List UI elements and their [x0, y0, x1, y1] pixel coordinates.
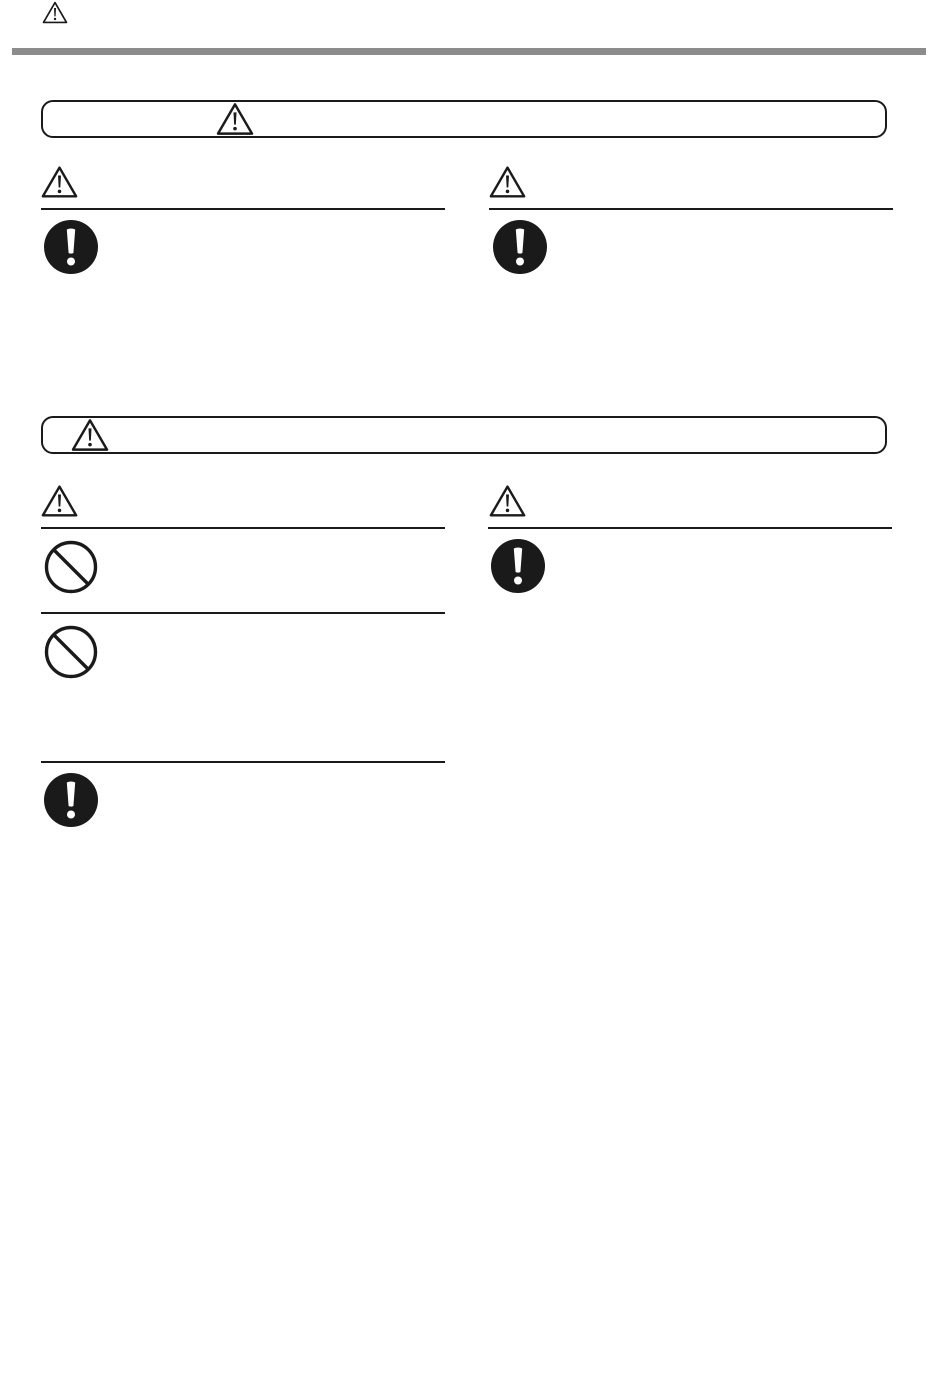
prohibited-icon [43, 624, 99, 680]
warning-triangle-icon [42, 1, 68, 24]
section-banner [41, 100, 887, 138]
mandatory-exclamation-icon [492, 219, 548, 275]
mandatory-exclamation-icon [43, 219, 99, 275]
section-banner [41, 416, 887, 454]
warning-triangle-icon [216, 102, 254, 136]
warning-triangle-icon [71, 418, 109, 452]
warning-triangle-icon [41, 484, 78, 518]
item-divider [41, 612, 445, 614]
warning-triangle-icon [489, 484, 526, 518]
column-divider [41, 208, 445, 210]
prohibited-icon [43, 539, 99, 595]
column-divider [488, 527, 892, 529]
warning-triangle-icon [41, 165, 78, 199]
column-divider [489, 208, 893, 210]
mandatory-exclamation-icon [43, 772, 99, 828]
header-rule [12, 48, 926, 55]
mandatory-exclamation-icon [490, 538, 546, 594]
item-divider [41, 761, 445, 763]
column-divider [41, 527, 445, 529]
warning-triangle-icon [489, 165, 526, 199]
